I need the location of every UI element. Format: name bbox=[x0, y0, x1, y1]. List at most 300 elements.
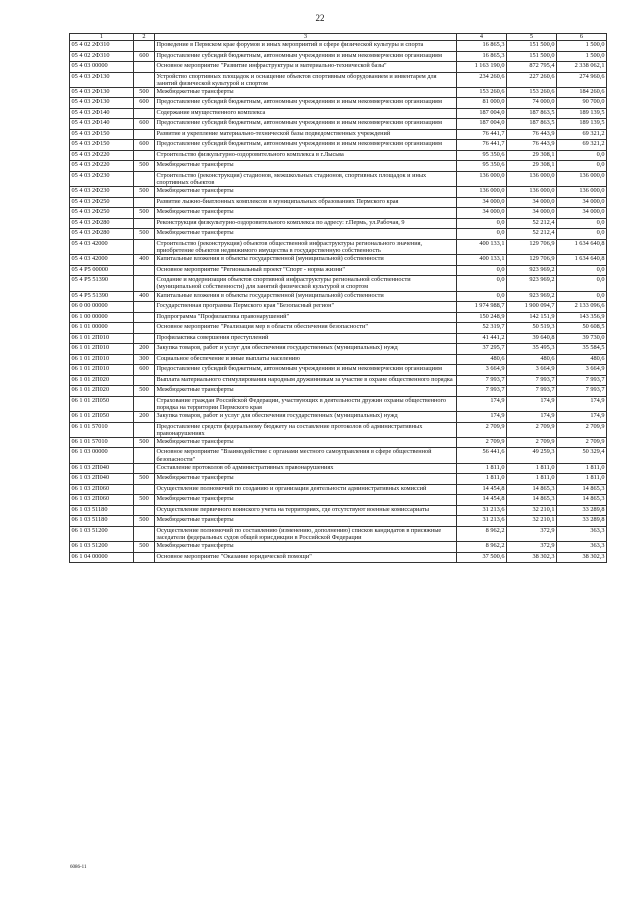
cell-name: Межбюджетные трансферты bbox=[155, 187, 457, 198]
cell-v2: 29 308,1 bbox=[507, 150, 557, 161]
table-row bbox=[70, 312, 607, 323]
cell-v1: 16 865,3 bbox=[457, 51, 507, 62]
table-row bbox=[70, 386, 607, 397]
cell-type: 500 bbox=[134, 542, 155, 553]
cell-name: Предоставление субсидий бюджетным, автономным учреждениям и иным некоммерческим организациям bbox=[155, 119, 457, 130]
cell-code: 05 4 03 2Ф280 bbox=[70, 229, 134, 240]
cell-name: Реконструкция физкультурно-оздоровительного комплекса по адресу: г.Пермь, ул.Рабочая, 9 bbox=[155, 218, 457, 229]
cell-v1: 0,0 bbox=[457, 218, 507, 229]
cell-v1: 16 865,3 bbox=[457, 41, 507, 52]
cell-v1: 31 213,6 bbox=[457, 516, 507, 527]
cell-v3: 0,0 bbox=[557, 150, 607, 161]
cell-v2: 153 260,6 bbox=[507, 87, 557, 98]
cell-type bbox=[134, 323, 155, 334]
cell-v2: 34 000,0 bbox=[507, 197, 557, 208]
cell-name: Межбюджетные трансферты bbox=[155, 474, 457, 485]
table-row bbox=[70, 161, 607, 172]
cell-name: Межбюджетные трансферты bbox=[155, 542, 457, 553]
cell-v1: 2 709,9 bbox=[457, 437, 507, 448]
cell-type bbox=[134, 302, 155, 313]
table-row bbox=[70, 255, 607, 266]
cell-type bbox=[134, 505, 155, 516]
cell-code: 06 1 00 00000 bbox=[70, 312, 134, 323]
cell-v1: 187 004,0 bbox=[457, 108, 507, 119]
cell-v3: 14 865,3 bbox=[557, 484, 607, 495]
cell-code: 05 4 03 2Ф250 bbox=[70, 197, 134, 208]
cell-v1: 1 811,0 bbox=[457, 463, 507, 474]
cell-v1: 1 974 988,7 bbox=[457, 302, 507, 313]
table-row bbox=[70, 437, 607, 448]
cell-code: 06 1 01 2П010 bbox=[70, 365, 134, 376]
cell-code: 06 0 00 00000 bbox=[70, 302, 134, 313]
cell-type bbox=[134, 62, 155, 73]
cell-v1: 81 000,0 bbox=[457, 98, 507, 109]
cell-code: 05 4 03 2Ф250 bbox=[70, 208, 134, 219]
cell-code: 06 1 03 2П060 bbox=[70, 495, 134, 506]
cell-name: Страхование граждан Российской Федерации, участвующих в деятельности дружин охраны общественного порядка на территории Пермского края bbox=[155, 396, 457, 411]
cell-v1: 1 163 190,0 bbox=[457, 62, 507, 73]
table-row bbox=[70, 140, 607, 151]
cell-name: Осуществление полномочий по созданию и организации деятельности административных комиссий bbox=[155, 484, 457, 495]
cell-code: 05 4 P5 00000 bbox=[70, 265, 134, 276]
cell-v3: 136 000,0 bbox=[557, 171, 607, 186]
cell-type bbox=[134, 129, 155, 140]
cell-v3: 33 289,8 bbox=[557, 505, 607, 516]
cell-type bbox=[134, 108, 155, 119]
cell-name: Закупка товаров, работ и услуг для обеспечения государственных (муниципальных) нужд bbox=[155, 412, 457, 423]
cell-v3: 7 993,7 bbox=[557, 386, 607, 397]
cell-name: Закупка товаров, работ и услуг для обеспечения государственных (муниципальных) нужд bbox=[155, 344, 457, 355]
cell-name: Развитие лыжно-биатлонных комплексов в муниципальных образованиях Пермского края bbox=[155, 197, 457, 208]
table-row bbox=[70, 208, 607, 219]
cell-v3: 189 139,5 bbox=[557, 108, 607, 119]
cell-type bbox=[134, 197, 155, 208]
cell-v1: 34 000,0 bbox=[457, 197, 507, 208]
cell-code: 06 1 01 57010 bbox=[70, 422, 134, 437]
cell-v2: 35 495,3 bbox=[507, 344, 557, 355]
table-row bbox=[70, 354, 607, 365]
cell-name: Государственная программа Пермского края "Безопасный регион" bbox=[155, 302, 457, 313]
cell-code: 05 4 03 42000 bbox=[70, 239, 134, 254]
cell-code: 06 1 01 2П020 bbox=[70, 386, 134, 397]
cell-v2: 129 706,9 bbox=[507, 239, 557, 254]
cell-v1: 8 962,2 bbox=[457, 542, 507, 553]
table-row bbox=[70, 323, 607, 334]
cell-type bbox=[134, 41, 155, 52]
cell-v3: 1 500,0 bbox=[557, 41, 607, 52]
cell-v3: 69 321,2 bbox=[557, 140, 607, 151]
cell-type bbox=[134, 484, 155, 495]
table-row bbox=[70, 41, 607, 52]
cell-name: Межбюджетные трансферты bbox=[155, 229, 457, 240]
cell-v1: 480,6 bbox=[457, 354, 507, 365]
cell-v3: 33 289,8 bbox=[557, 516, 607, 527]
table-row bbox=[70, 495, 607, 506]
cell-v2: 7 993,7 bbox=[507, 375, 557, 386]
table-row bbox=[70, 422, 607, 437]
table-row bbox=[70, 552, 607, 563]
cell-name: Предоставление субсидий бюджетным, автономным учреждениям и иным некоммерческим организациям bbox=[155, 140, 457, 151]
cell-v2: 32 210,1 bbox=[507, 516, 557, 527]
cell-code: 06 1 03 00000 bbox=[70, 448, 134, 463]
cell-type: 300 bbox=[134, 354, 155, 365]
cell-type: 400 bbox=[134, 255, 155, 266]
header-row bbox=[70, 34, 607, 41]
cell-code: 05 4 03 2Ф130 bbox=[70, 87, 134, 98]
cell-type: 500 bbox=[134, 516, 155, 527]
cell-v1: 1 811,0 bbox=[457, 474, 507, 485]
cell-v3: 174,9 bbox=[557, 396, 607, 411]
cell-name: Создание и модернизация объектов спортивной инфраструктуры региональной собственности (муниципальной собственности) для занятий физической культурой и спортом bbox=[155, 276, 457, 291]
cell-name: Выплата материального стимулирования народным дружинникам за участие в охране общественного порядка bbox=[155, 375, 457, 386]
cell-type: 500 bbox=[134, 495, 155, 506]
cell-v2: 151 500,0 bbox=[507, 41, 557, 52]
cell-v3: 2 133 096,6 bbox=[557, 302, 607, 313]
header-cell: 3 bbox=[155, 34, 457, 41]
cell-v2: 14 865,3 bbox=[507, 495, 557, 506]
cell-v1: 31 213,6 bbox=[457, 505, 507, 516]
cell-v1: 136 000,0 bbox=[457, 171, 507, 186]
table-row bbox=[70, 87, 607, 98]
cell-v1: 234 260,6 bbox=[457, 72, 507, 87]
cell-v1: 7 993,7 bbox=[457, 375, 507, 386]
cell-v1: 2 709,9 bbox=[457, 422, 507, 437]
cell-v2: 3 664,9 bbox=[507, 365, 557, 376]
table-row bbox=[70, 197, 607, 208]
cell-v2: 2 709,9 bbox=[507, 422, 557, 437]
cell-v1: 37 295,7 bbox=[457, 344, 507, 355]
cell-v3: 0,0 bbox=[557, 265, 607, 276]
cell-v3: 189 139,5 bbox=[557, 119, 607, 130]
cell-v1: 400 133,1 bbox=[457, 255, 507, 266]
cell-type bbox=[134, 448, 155, 463]
cell-v3: 69 321,2 bbox=[557, 129, 607, 140]
cell-code: 05 4 03 2Ф150 bbox=[70, 129, 134, 140]
cell-name: Межбюджетные трансферты bbox=[155, 386, 457, 397]
cell-v3: 50 608,5 bbox=[557, 323, 607, 334]
cell-v3: 2 338 062,1 bbox=[557, 62, 607, 73]
cell-code: 06 1 01 2П010 bbox=[70, 344, 134, 355]
cell-code: 06 1 03 2П040 bbox=[70, 463, 134, 474]
cell-v1: 41 441,2 bbox=[457, 333, 507, 344]
cell-type: 500 bbox=[134, 161, 155, 172]
cell-v3: 143 356,9 bbox=[557, 312, 607, 323]
cell-name: Подпрограмма "Профилактика правонарушений" bbox=[155, 312, 457, 323]
table-row bbox=[70, 474, 607, 485]
cell-type: 600 bbox=[134, 98, 155, 109]
cell-code: 06 1 01 00000 bbox=[70, 323, 134, 334]
cell-v2: 38 302,3 bbox=[507, 552, 557, 563]
cell-v3: 2 709,9 bbox=[557, 437, 607, 448]
cell-name: Основное мероприятие "Реализация мер в области обеспечения безопасности" bbox=[155, 323, 457, 334]
cell-v2: 187 863,5 bbox=[507, 108, 557, 119]
cell-v1: 0,0 bbox=[457, 229, 507, 240]
cell-type bbox=[134, 72, 155, 87]
cell-code: 05 4 02 2Ф310 bbox=[70, 41, 134, 52]
cell-type bbox=[134, 276, 155, 291]
header-cell: 1 bbox=[70, 34, 134, 41]
table-row bbox=[70, 129, 607, 140]
cell-v1: 3 664,9 bbox=[457, 365, 507, 376]
cell-type bbox=[134, 171, 155, 186]
table-row bbox=[70, 98, 607, 109]
cell-v3: 34 000,0 bbox=[557, 208, 607, 219]
cell-name: Предоставление субсидий бюджетным, автономным учреждениям и иным некоммерческим организациям bbox=[155, 51, 457, 62]
cell-type: 500 bbox=[134, 386, 155, 397]
cell-v2: 136 000,0 bbox=[507, 171, 557, 186]
cell-v2: 52 212,4 bbox=[507, 229, 557, 240]
cell-v3: 1 500,0 bbox=[557, 51, 607, 62]
header-cell: 2 bbox=[134, 34, 155, 41]
cell-type: 200 bbox=[134, 344, 155, 355]
cell-type: 200 bbox=[134, 412, 155, 423]
cell-code: 06 1 03 51180 bbox=[70, 505, 134, 516]
cell-type bbox=[134, 552, 155, 563]
cell-v2: 187 863,5 bbox=[507, 119, 557, 130]
cell-v2: 872 795,4 bbox=[507, 62, 557, 73]
cell-v1: 174,9 bbox=[457, 412, 507, 423]
cell-type bbox=[134, 218, 155, 229]
cell-v3: 39 730,0 bbox=[557, 333, 607, 344]
cell-type bbox=[134, 463, 155, 474]
cell-code: 05 4 03 2Ф230 bbox=[70, 171, 134, 186]
cell-name: Основное мероприятие "Региональный проект "Спорт - норма жизни" bbox=[155, 265, 457, 276]
cell-name: Межбюджетные трансферты bbox=[155, 516, 457, 527]
cell-v1: 34 000,0 bbox=[457, 208, 507, 219]
table-row bbox=[70, 484, 607, 495]
cell-name: Устройство спортивных площадок и оснащение объектов спортивным оборудованием и инвентарем для занятий физической культурой и спортом bbox=[155, 72, 457, 87]
cell-code: 05 4 02 2Ф310 bbox=[70, 51, 134, 62]
cell-v3: 0,0 bbox=[557, 218, 607, 229]
cell-type bbox=[134, 526, 155, 541]
cell-type: 500 bbox=[134, 208, 155, 219]
cell-v2: 923 969,2 bbox=[507, 291, 557, 302]
cell-type: 500 bbox=[134, 187, 155, 198]
cell-v2: 923 969,2 bbox=[507, 276, 557, 291]
cell-type: 500 bbox=[134, 437, 155, 448]
table-row bbox=[70, 150, 607, 161]
table-row bbox=[70, 276, 607, 291]
cell-name: Составление протоколов об административных правонарушениях bbox=[155, 463, 457, 474]
cell-code: 06 1 01 2П050 bbox=[70, 396, 134, 411]
cell-name: Социальное обеспечение и иные выплаты населению bbox=[155, 354, 457, 365]
cell-v2: 372,9 bbox=[507, 542, 557, 553]
cell-v2: 1 811,0 bbox=[507, 463, 557, 474]
cell-name: Предоставление субсидий бюджетным, автономным учреждениям и иным некоммерческим организациям bbox=[155, 365, 457, 376]
cell-name: Межбюджетные трансферты bbox=[155, 495, 457, 506]
cell-v3: 0,0 bbox=[557, 291, 607, 302]
table-row bbox=[70, 51, 607, 62]
cell-type bbox=[134, 150, 155, 161]
cell-v2: 34 000,0 bbox=[507, 208, 557, 219]
cell-v1: 136 000,0 bbox=[457, 187, 507, 198]
cell-type bbox=[134, 239, 155, 254]
cell-name: Капитальные вложения в объекты государственной (муниципальной) собственности bbox=[155, 255, 457, 266]
table-row bbox=[70, 265, 607, 276]
cell-code: 06 1 03 51180 bbox=[70, 516, 134, 527]
cell-v1: 0,0 bbox=[457, 276, 507, 291]
cell-code: 06 1 01 2П010 bbox=[70, 354, 134, 365]
cell-v3: 363,3 bbox=[557, 542, 607, 553]
cell-name: Межбюджетные трансферты bbox=[155, 161, 457, 172]
cell-code: 05 4 03 42000 bbox=[70, 255, 134, 266]
cell-v3: 34 000,0 bbox=[557, 197, 607, 208]
cell-v1: 14 454,8 bbox=[457, 484, 507, 495]
cell-code: 05 4 03 2Ф220 bbox=[70, 161, 134, 172]
cell-type: 500 bbox=[134, 474, 155, 485]
cell-v3: 0,0 bbox=[557, 276, 607, 291]
table-row bbox=[70, 516, 607, 527]
page-number: 22 bbox=[315, 13, 325, 23]
cell-v3: 38 302,3 bbox=[557, 552, 607, 563]
cell-v2: 7 993,7 bbox=[507, 386, 557, 397]
cell-v1: 174,9 bbox=[457, 396, 507, 411]
cell-code: 05 4 03 2Ф130 bbox=[70, 72, 134, 87]
table-row bbox=[70, 412, 607, 423]
cell-code: 06 1 03 2П060 bbox=[70, 484, 134, 495]
cell-code: 05 4 P5 51390 bbox=[70, 276, 134, 291]
cell-name: Межбюджетные трансферты bbox=[155, 208, 457, 219]
cell-name: Строительство (реконструкция) стадионов, межшкольных стадионов, спортивных площадок и иных спортивных объектов bbox=[155, 171, 457, 186]
cell-v3: 0,0 bbox=[557, 229, 607, 240]
cell-v2: 29 308,1 bbox=[507, 161, 557, 172]
cell-type bbox=[134, 396, 155, 411]
cell-v2: 32 210,1 bbox=[507, 505, 557, 516]
cell-v3: 50 329,4 bbox=[557, 448, 607, 463]
table-row bbox=[70, 187, 607, 198]
cell-v2: 174,9 bbox=[507, 412, 557, 423]
cell-v3: 90 700,0 bbox=[557, 98, 607, 109]
cell-type bbox=[134, 422, 155, 437]
cell-code: 06 1 01 2П050 bbox=[70, 412, 134, 423]
cell-type: 600 bbox=[134, 51, 155, 62]
cell-v2: 923 969,2 bbox=[507, 265, 557, 276]
cell-name: Профилактика совершения преступлений bbox=[155, 333, 457, 344]
table-row bbox=[70, 526, 607, 541]
cell-v3: 1 634 640,8 bbox=[557, 255, 607, 266]
cell-v2: 14 865,3 bbox=[507, 484, 557, 495]
cell-v3: 480,6 bbox=[557, 354, 607, 365]
cell-v1: 153 260,6 bbox=[457, 87, 507, 98]
table-row bbox=[70, 229, 607, 240]
cell-name: Основное мероприятие "Взаимодействие с органами местного самоуправления в сфере общественной безопасности" bbox=[155, 448, 457, 463]
cell-code: 05 4 03 2Ф220 bbox=[70, 150, 134, 161]
table-row bbox=[70, 171, 607, 186]
cell-v1: 0,0 bbox=[457, 265, 507, 276]
cell-name: Строительство (реконструкция) объектов общественной инфраструктуры регионального значения, приобретение объектов недвижимого имущества в государственную собственность bbox=[155, 239, 457, 254]
cell-name: Предоставление субсидий бюджетным, автономным учреждениям и иным некоммерческим организациям bbox=[155, 98, 457, 109]
table-row bbox=[70, 291, 607, 302]
cell-name: Строительство физкультурно-оздоровительного комплекса в г.Лысьва bbox=[155, 150, 457, 161]
cell-v3: 1 811,0 bbox=[557, 463, 607, 474]
cell-v3: 363,3 bbox=[557, 526, 607, 541]
cell-code: 06 1 01 2П020 bbox=[70, 375, 134, 386]
cell-v3: 14 865,3 bbox=[557, 495, 607, 506]
cell-code: 06 1 04 00000 bbox=[70, 552, 134, 563]
cell-type: 600 bbox=[134, 119, 155, 130]
cell-name: Капитальные вложения в объекты государственной (муниципальной) собственности bbox=[155, 291, 457, 302]
cell-v2: 1 900 094,7 bbox=[507, 302, 557, 313]
cell-type: 500 bbox=[134, 87, 155, 98]
cell-name: Развитие и укрепление материально-технической базы подведомственных учреждений bbox=[155, 129, 457, 140]
cell-v1: 7 993,7 bbox=[457, 386, 507, 397]
cell-v1: 14 454,8 bbox=[457, 495, 507, 506]
table-row bbox=[70, 119, 607, 130]
cell-v1: 187 004,0 bbox=[457, 119, 507, 130]
header-cell: 6 bbox=[557, 34, 607, 41]
cell-v3: 7 993,7 bbox=[557, 375, 607, 386]
cell-v2: 151 500,0 bbox=[507, 51, 557, 62]
table-row bbox=[70, 396, 607, 411]
cell-code: 06 1 01 2П010 bbox=[70, 333, 134, 344]
cell-type: 500 bbox=[134, 229, 155, 240]
table-row bbox=[70, 463, 607, 474]
header-cell: 4 bbox=[457, 34, 507, 41]
cell-v2: 174,9 bbox=[507, 396, 557, 411]
table-row bbox=[70, 344, 607, 355]
cell-v1: 76 441,7 bbox=[457, 129, 507, 140]
table-row bbox=[70, 448, 607, 463]
cell-v3: 1 634 640,8 bbox=[557, 239, 607, 254]
cell-v1: 150 248,9 bbox=[457, 312, 507, 323]
cell-v2: 49 259,3 bbox=[507, 448, 557, 463]
cell-v2: 76 443,9 bbox=[507, 129, 557, 140]
cell-v2: 142 151,9 bbox=[507, 312, 557, 323]
cell-v2: 480,6 bbox=[507, 354, 557, 365]
cell-v2: 39 640,8 bbox=[507, 333, 557, 344]
cell-type: 400 bbox=[134, 291, 155, 302]
cell-v1: 0,0 bbox=[457, 291, 507, 302]
table-row bbox=[70, 62, 607, 73]
cell-v3: 2 709,9 bbox=[557, 422, 607, 437]
table-row bbox=[70, 239, 607, 254]
cell-code: 06 1 03 51200 bbox=[70, 526, 134, 541]
cell-v3: 1 811,0 bbox=[557, 474, 607, 485]
cell-v2: 50 519,3 bbox=[507, 323, 557, 334]
cell-code: 05 4 03 2Ф130 bbox=[70, 98, 134, 109]
cell-code: 05 4 03 2Ф280 bbox=[70, 218, 134, 229]
cell-code: 05 4 03 2Ф140 bbox=[70, 108, 134, 119]
cell-type bbox=[134, 375, 155, 386]
cell-v1: 56 441,6 bbox=[457, 448, 507, 463]
cell-v1: 95 350,6 bbox=[457, 161, 507, 172]
cell-name: Межбюджетные трансферты bbox=[155, 87, 457, 98]
cell-name: Проведение в Пермском крае форумов и иных мероприятий в сфере физической культуры и спорта bbox=[155, 41, 457, 52]
cell-name: Содержание имущественного комплекса bbox=[155, 108, 457, 119]
table-row bbox=[70, 375, 607, 386]
cell-type: 600 bbox=[134, 140, 155, 151]
table-row bbox=[70, 333, 607, 344]
cell-code: 05 4 03 00000 bbox=[70, 62, 134, 73]
cell-v1: 37 500,6 bbox=[457, 552, 507, 563]
cell-type bbox=[134, 333, 155, 344]
cell-v1: 76 441,7 bbox=[457, 140, 507, 151]
cell-v1: 400 133,1 bbox=[457, 239, 507, 254]
cell-v3: 274 960,6 bbox=[557, 72, 607, 87]
cell-v2: 2 709,9 bbox=[507, 437, 557, 448]
cell-v2: 76 443,9 bbox=[507, 140, 557, 151]
cell-v2: 52 212,4 bbox=[507, 218, 557, 229]
cell-v3: 0,0 bbox=[557, 161, 607, 172]
cell-name: Основное мероприятие "Оказание юридической помощи" bbox=[155, 552, 457, 563]
table-row bbox=[70, 218, 607, 229]
cell-v2: 136 000,0 bbox=[507, 187, 557, 198]
cell-v2: 227 260,6 bbox=[507, 72, 557, 87]
cell-v3: 174,9 bbox=[557, 412, 607, 423]
cell-code: 05 4 03 2Ф150 bbox=[70, 140, 134, 151]
table-row bbox=[70, 505, 607, 516]
header-cell: 5 bbox=[507, 34, 557, 41]
